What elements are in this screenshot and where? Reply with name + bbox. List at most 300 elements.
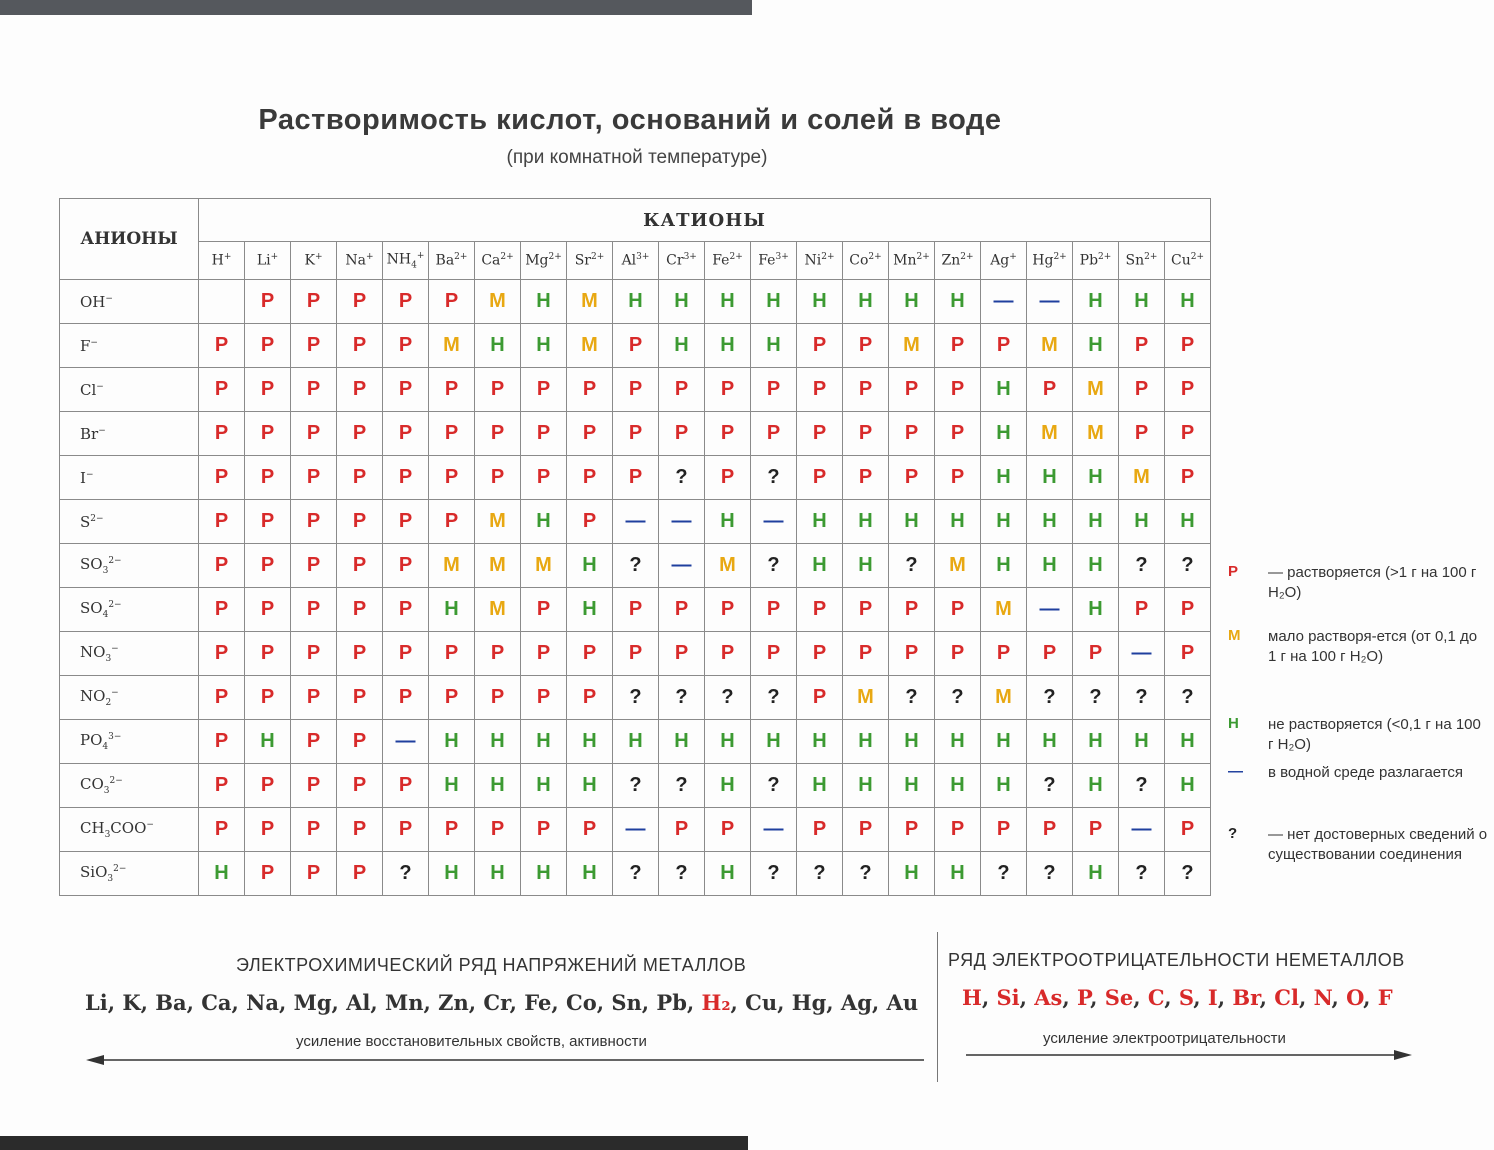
solubility-cell: Н	[705, 720, 751, 764]
solubility-cell: Р	[337, 676, 383, 720]
ion-base: Cr	[666, 252, 684, 269]
cation-header-cell	[659, 242, 705, 280]
ion-charge: 2+	[821, 252, 835, 263]
solubility-cell: Н	[1165, 720, 1211, 764]
solubility-cell: Р	[981, 324, 1027, 368]
solubility-cell: Н	[475, 720, 521, 764]
ion-charge: 2−	[109, 776, 123, 786]
solubility-cell: Н	[1027, 544, 1073, 588]
solubility-cell: Н	[981, 412, 1027, 456]
anion-cell	[60, 500, 199, 544]
solubility-cell: Р	[797, 368, 843, 412]
solubility-cell: Р	[797, 456, 843, 500]
solubility-cell: Р	[337, 500, 383, 544]
solubility-cell: Н	[521, 280, 567, 324]
solubility-cell: Р	[1165, 808, 1211, 852]
legend-symbol: Н	[1228, 715, 1239, 732]
solubility-cell: Р	[843, 324, 889, 368]
legend-symbol: Р	[1228, 563, 1239, 580]
cation-header-cell	[1027, 242, 1073, 280]
solubility-cell: Р	[935, 456, 981, 500]
ion-charge: +	[366, 252, 374, 263]
ion-base: H	[211, 252, 224, 269]
solubility-cell: Р	[199, 324, 245, 368]
solubility-cell: ?	[705, 676, 751, 720]
solubility-cell: ?	[751, 852, 797, 896]
ion-charge: 2+	[548, 252, 562, 263]
table-row	[60, 544, 1211, 588]
ion-subscript: 4	[102, 610, 109, 620]
anion-cell	[60, 412, 199, 456]
solubility-cell: Н	[1073, 588, 1119, 632]
solubility-cell: Н	[429, 720, 475, 764]
solubility-cell: ?	[1165, 676, 1211, 720]
solubility-cell: Н	[1073, 852, 1119, 896]
solubility-cell: Н	[475, 852, 521, 896]
ion-base: Hg	[1032, 252, 1054, 269]
cation-header-cell	[613, 242, 659, 280]
nonmetal-symbol: As	[1034, 985, 1063, 1010]
solubility-cell: Р	[337, 632, 383, 676]
solubility-cell: Р	[429, 412, 475, 456]
solubility-cell: М	[1073, 412, 1119, 456]
solubility-cell: Р	[521, 412, 567, 456]
legend-item	[1228, 563, 1490, 603]
solubility-cell: ?	[935, 676, 981, 720]
solubility-cell: Н	[705, 852, 751, 896]
ion-charge: −	[98, 425, 106, 436]
solubility-cell: Н	[1119, 280, 1165, 324]
solubility-cell: Н	[797, 720, 843, 764]
solubility-cell: Р	[935, 324, 981, 368]
solubility-cell: Р	[291, 808, 337, 852]
ion-base: Ag	[990, 252, 1010, 269]
ion-charge: 3−	[108, 732, 122, 742]
solubility-cell: Р	[613, 324, 659, 368]
ion-charge: −	[90, 337, 98, 348]
solubility-cell: Р	[383, 544, 429, 588]
solubility-cell: М	[567, 324, 613, 368]
ion-base: OH	[80, 292, 106, 311]
table-row	[60, 720, 1211, 764]
ion-charge: 2−	[108, 600, 122, 610]
solubility-cell: Р	[429, 808, 475, 852]
cation-header-cell	[843, 242, 889, 280]
solubility-cell: Р	[383, 808, 429, 852]
solubility-cell: Р	[337, 720, 383, 764]
nonmetal-symbol: F	[1377, 985, 1393, 1010]
solubility-cell: ?	[1119, 544, 1165, 588]
cation-header-cell	[705, 242, 751, 280]
solubility-cell: Р	[475, 456, 521, 500]
solubility-cell: Н	[1073, 764, 1119, 808]
solubility-cell: Р	[475, 412, 521, 456]
solubility-cell: Н	[521, 764, 567, 808]
solubility-cell: Н	[1073, 720, 1119, 764]
ion-base: CH	[80, 819, 105, 837]
solubility-cell: М	[1073, 368, 1119, 412]
solubility-cell	[199, 280, 245, 324]
nonmetals-note: усиление электроотрицательности	[1043, 1030, 1286, 1047]
ion-subscript: 4	[411, 260, 417, 271]
solubility-cell: Р	[383, 676, 429, 720]
metals-arrow	[86, 1050, 926, 1070]
solubility-cell: Р	[659, 368, 705, 412]
solubility-cell: Р	[337, 324, 383, 368]
solubility-cell: Р	[1073, 632, 1119, 676]
solubility-cell: ?	[1165, 852, 1211, 896]
solubility-cell: Р	[659, 588, 705, 632]
solubility-cell: ?	[751, 764, 797, 808]
solubility-cell: Р	[291, 764, 337, 808]
solubility-cell: Р	[383, 324, 429, 368]
solubility-cell: Р	[843, 808, 889, 852]
solubility-cell: Н	[429, 852, 475, 896]
solubility-cell: М	[475, 544, 521, 588]
solubility-cell: —	[751, 500, 797, 544]
solubility-cell: Н	[843, 500, 889, 544]
legend-item	[1228, 763, 1490, 803]
solubility-cell: М	[475, 280, 521, 324]
solubility-cell: Р	[705, 808, 751, 852]
solubility-cell: Р	[199, 764, 245, 808]
solubility-cell: Р	[521, 808, 567, 852]
legend-text: не растворяется (<0,1 г на 100 г H₂O)	[1268, 716, 1481, 753]
ion-base: Na	[345, 252, 367, 269]
solubility-cell: Р	[751, 368, 797, 412]
solubility-cell: ?	[1119, 764, 1165, 808]
solubility-cell: ?	[797, 852, 843, 896]
solubility-cell: Р	[843, 412, 889, 456]
solubility-cell: Р	[1119, 324, 1165, 368]
solubility-cell: Р	[429, 368, 475, 412]
solubility-cell: Р	[429, 632, 475, 676]
anion-cell	[60, 456, 199, 500]
solubility-cell: Р	[245, 852, 291, 896]
solubility-cell: Р	[797, 588, 843, 632]
solubility-cell: Р	[567, 632, 613, 676]
solubility-cell: Р	[383, 632, 429, 676]
solubility-cell: —	[751, 808, 797, 852]
ion-base: Fe	[758, 252, 776, 269]
anion-cell	[60, 324, 199, 368]
solubility-cell: М	[935, 544, 981, 588]
solubility-cell: ?	[1027, 676, 1073, 720]
ion-base: SO	[80, 555, 103, 573]
cation-header-cell	[1073, 242, 1119, 280]
ion-base: PO	[80, 731, 103, 749]
ion-charge: +	[1009, 252, 1017, 263]
ion-base: Mn	[893, 252, 917, 269]
solubility-cell: Р	[475, 808, 521, 852]
solubility-cell: Р	[337, 544, 383, 588]
ion-base: Li	[256, 252, 271, 269]
solubility-cell: Р	[751, 632, 797, 676]
ion-base: Ba	[435, 252, 455, 269]
solubility-cell: Р	[797, 632, 843, 676]
solubility-cell: Р	[337, 456, 383, 500]
solubility-cell: Р	[613, 368, 659, 412]
solubility-cell: Р	[797, 412, 843, 456]
solubility-cell: Р	[291, 456, 337, 500]
solubility-cell: Р	[1119, 588, 1165, 632]
cation-header-cell	[291, 242, 337, 280]
solubility-cell: —	[613, 500, 659, 544]
table-row	[60, 852, 1211, 896]
cation-header-cell	[245, 242, 291, 280]
solubility-cell: ?	[613, 764, 659, 808]
table-row	[60, 676, 1211, 720]
solubility-cell: Р	[521, 456, 567, 500]
solubility-cell: ?	[751, 544, 797, 588]
solubility-cell: Р	[567, 500, 613, 544]
nonmetal-symbol: P	[1077, 985, 1091, 1010]
solubility-cell: Н	[567, 720, 613, 764]
solubility-cell: —	[659, 544, 705, 588]
solubility-cell: Р	[659, 632, 705, 676]
solubility-cell: Р	[245, 280, 291, 324]
solubility-cell: Н	[567, 764, 613, 808]
solubility-cell: —	[1027, 588, 1073, 632]
solubility-cell: Н	[981, 720, 1027, 764]
solubility-cell: Н	[935, 764, 981, 808]
anion-cell	[60, 808, 199, 852]
ion-base: Fe	[712, 252, 730, 269]
legend-item	[1228, 715, 1490, 755]
solubility-cell: ?	[1119, 676, 1165, 720]
solubility-cell: Р	[199, 500, 245, 544]
anion-cell	[60, 280, 199, 324]
solubility-cell: Р	[199, 544, 245, 588]
solubility-cell: Н	[567, 852, 613, 896]
nonmetal-symbol: Cl	[1274, 985, 1299, 1010]
solubility-cell: Н	[889, 852, 935, 896]
solubility-cell: Н	[521, 500, 567, 544]
solubility-cell: Н	[1119, 720, 1165, 764]
solubility-cell: Н	[475, 764, 521, 808]
solubility-cell: ?	[659, 676, 705, 720]
solubility-cell: Р	[889, 456, 935, 500]
ion-base: NO	[80, 687, 106, 705]
solubility-table	[59, 198, 1211, 896]
solubility-cell: Р	[383, 412, 429, 456]
solubility-cell: Р	[705, 632, 751, 676]
ion-charge: 2−	[108, 556, 122, 566]
ion-base: CO	[80, 775, 104, 793]
solubility-cell: Р	[383, 456, 429, 500]
solubility-cell: Р	[659, 412, 705, 456]
scan-edge-bottom	[0, 1136, 748, 1150]
cation-header-cell	[383, 242, 429, 280]
solubility-cell: Р	[291, 588, 337, 632]
ion-charge: 2+	[729, 252, 743, 263]
solubility-cell: Р	[935, 808, 981, 852]
solubility-cell: Р	[245, 412, 291, 456]
nonmetal-symbol: C	[1147, 985, 1165, 1010]
ion-base: Br	[80, 424, 99, 443]
ion-charge: −	[111, 644, 119, 654]
solubility-cell: Р	[199, 588, 245, 632]
solubility-cell: Н	[521, 852, 567, 896]
solubility-cell: Н	[613, 720, 659, 764]
table-row	[60, 456, 1211, 500]
metals-series-h2: H₂	[701, 990, 731, 1015]
anion-cell	[60, 852, 199, 896]
solubility-cell: Р	[245, 632, 291, 676]
cation-header-cell	[1165, 242, 1211, 280]
solubility-cell: Р	[613, 456, 659, 500]
nonmetal-symbol: Se	[1104, 985, 1134, 1010]
legend-symbol: М	[1228, 627, 1241, 644]
solubility-cell: Н	[245, 720, 291, 764]
solubility-cell: ?	[613, 676, 659, 720]
solubility-cell: Р	[245, 324, 291, 368]
ion-charge: 2+	[960, 252, 974, 263]
metals-series-part1: Li, K, Ba, Ca, Na, Mg, Al, Mn, Zn, Cr, Fe, Co, Sn, Pb,	[85, 990, 695, 1015]
solubility-cell: Р	[889, 368, 935, 412]
table-row	[60, 764, 1211, 808]
solubility-cell: Р	[383, 764, 429, 808]
legend-text: в водной среде разлагается	[1268, 764, 1463, 781]
table-row	[60, 808, 1211, 852]
solubility-cell: Р	[245, 764, 291, 808]
ion-charge: 2+	[591, 252, 605, 263]
solubility-cell: Р	[705, 368, 751, 412]
solubility-cell: Н	[1165, 500, 1211, 544]
solubility-cell: Р	[383, 280, 429, 324]
ion-base: Ni	[804, 252, 822, 269]
solubility-cell: Р	[935, 632, 981, 676]
ion-base: Sr	[574, 252, 591, 269]
solubility-cell: М	[429, 544, 475, 588]
solubility-cell: Р	[797, 808, 843, 852]
cation-header-cell	[751, 242, 797, 280]
solubility-cell: Р	[383, 368, 429, 412]
solubility-cell: Р	[613, 632, 659, 676]
legend-text: — нет достоверных сведений о существовании соединения	[1268, 826, 1488, 863]
solubility-cell: Н	[981, 456, 1027, 500]
solubility-cell: Р	[291, 676, 337, 720]
solubility-cell: Н	[843, 720, 889, 764]
solubility-cell: Н	[981, 544, 1027, 588]
solubility-cell: Н	[981, 368, 1027, 412]
solubility-cell: Р	[245, 544, 291, 588]
solubility-cell: М	[567, 280, 613, 324]
solubility-cell: М	[889, 324, 935, 368]
solubility-cell: ?	[659, 456, 705, 500]
solubility-cell: Р	[245, 676, 291, 720]
solubility-cell: Р	[1119, 412, 1165, 456]
ion-charge: 2+	[1144, 252, 1158, 263]
ion-charge: −	[111, 688, 119, 698]
solubility-cell: М	[429, 324, 475, 368]
nonmetal-symbol: I	[1207, 985, 1218, 1010]
cation-header-cell	[429, 242, 475, 280]
ion-base: I	[80, 468, 86, 487]
solubility-cell: Н	[659, 324, 705, 368]
solubility-cell: Р	[981, 808, 1027, 852]
solubility-cell: Р	[337, 280, 383, 324]
legend-text: мало растворя-ется (от 0,1 до 1 г на 100 г H₂O)	[1268, 628, 1478, 665]
solubility-cell: Н	[475, 324, 521, 368]
solubility-cell: Н	[935, 500, 981, 544]
ion-charge: 3+	[636, 252, 650, 263]
table-row	[60, 632, 1211, 676]
solubility-cell: Н	[1073, 280, 1119, 324]
solubility-cell: Р	[291, 412, 337, 456]
solubility-cell: Н	[1165, 280, 1211, 324]
nonmetal-symbol: Br	[1232, 985, 1260, 1010]
cation-header-cell	[337, 242, 383, 280]
solubility-cell: Р	[245, 456, 291, 500]
solubility-cell: Р	[843, 588, 889, 632]
nonmetal-symbol: H	[962, 985, 982, 1010]
solubility-cell: Р	[521, 632, 567, 676]
ion-base: Ca	[481, 252, 501, 269]
solubility-cell: ?	[889, 544, 935, 588]
nonmetals-series: H, Si, As, P, Se, C, S, I, Br, Cl, N, O, F	[962, 985, 1393, 1010]
cation-header-cell	[475, 242, 521, 280]
cation-header-cell	[935, 242, 981, 280]
solubility-cell: Р	[1165, 632, 1211, 676]
solubility-cell: Р	[751, 412, 797, 456]
solubility-cell: Н	[797, 764, 843, 808]
solubility-cell: Р	[245, 808, 291, 852]
legend-item	[1228, 825, 1490, 905]
solubility-cell: Р	[935, 368, 981, 412]
solubility-cell: Р	[475, 632, 521, 676]
table-row	[60, 412, 1211, 456]
cation-header-cell	[1119, 242, 1165, 280]
solubility-cell: М	[981, 676, 1027, 720]
table-row	[60, 500, 1211, 544]
solubility-cell: Р	[199, 676, 245, 720]
ion-charge: 3+	[775, 252, 789, 263]
solubility-cell: ?	[751, 456, 797, 500]
solubility-cell: Р	[567, 676, 613, 720]
solubility-cell: ?	[1073, 676, 1119, 720]
solubility-cell: Н	[705, 324, 751, 368]
solubility-cell: Р	[935, 412, 981, 456]
solubility-cell: Н	[521, 324, 567, 368]
cation-header-cell	[199, 242, 245, 280]
solubility-cell: Н	[1119, 500, 1165, 544]
solubility-cell: ?	[889, 676, 935, 720]
solubility-cell: Р	[1027, 368, 1073, 412]
solubility-cell: Р	[245, 588, 291, 632]
solubility-cell: ?	[659, 764, 705, 808]
solubility-cell: Н	[889, 764, 935, 808]
anion-cell	[60, 720, 199, 764]
cation-header-cell	[521, 242, 567, 280]
solubility-cell: Р	[1165, 412, 1211, 456]
solubility-cell: М	[1119, 456, 1165, 500]
cation-header-cell	[889, 242, 935, 280]
solubility-cell: Р	[291, 500, 337, 544]
solubility-cell: М	[1027, 412, 1073, 456]
solubility-cell: Р	[429, 676, 475, 720]
ion-base: S	[80, 512, 91, 531]
solubility-cell: ?	[1027, 764, 1073, 808]
solubility-cell: Р	[337, 764, 383, 808]
solubility-cell: Р	[337, 852, 383, 896]
solubility-cell: Н	[1165, 764, 1211, 808]
solubility-cell: Р	[843, 368, 889, 412]
solubility-cell: Р	[1027, 808, 1073, 852]
solubility-cell: —	[383, 720, 429, 764]
solubility-cell: Р	[613, 588, 659, 632]
solubility-cell: ?	[843, 852, 889, 896]
